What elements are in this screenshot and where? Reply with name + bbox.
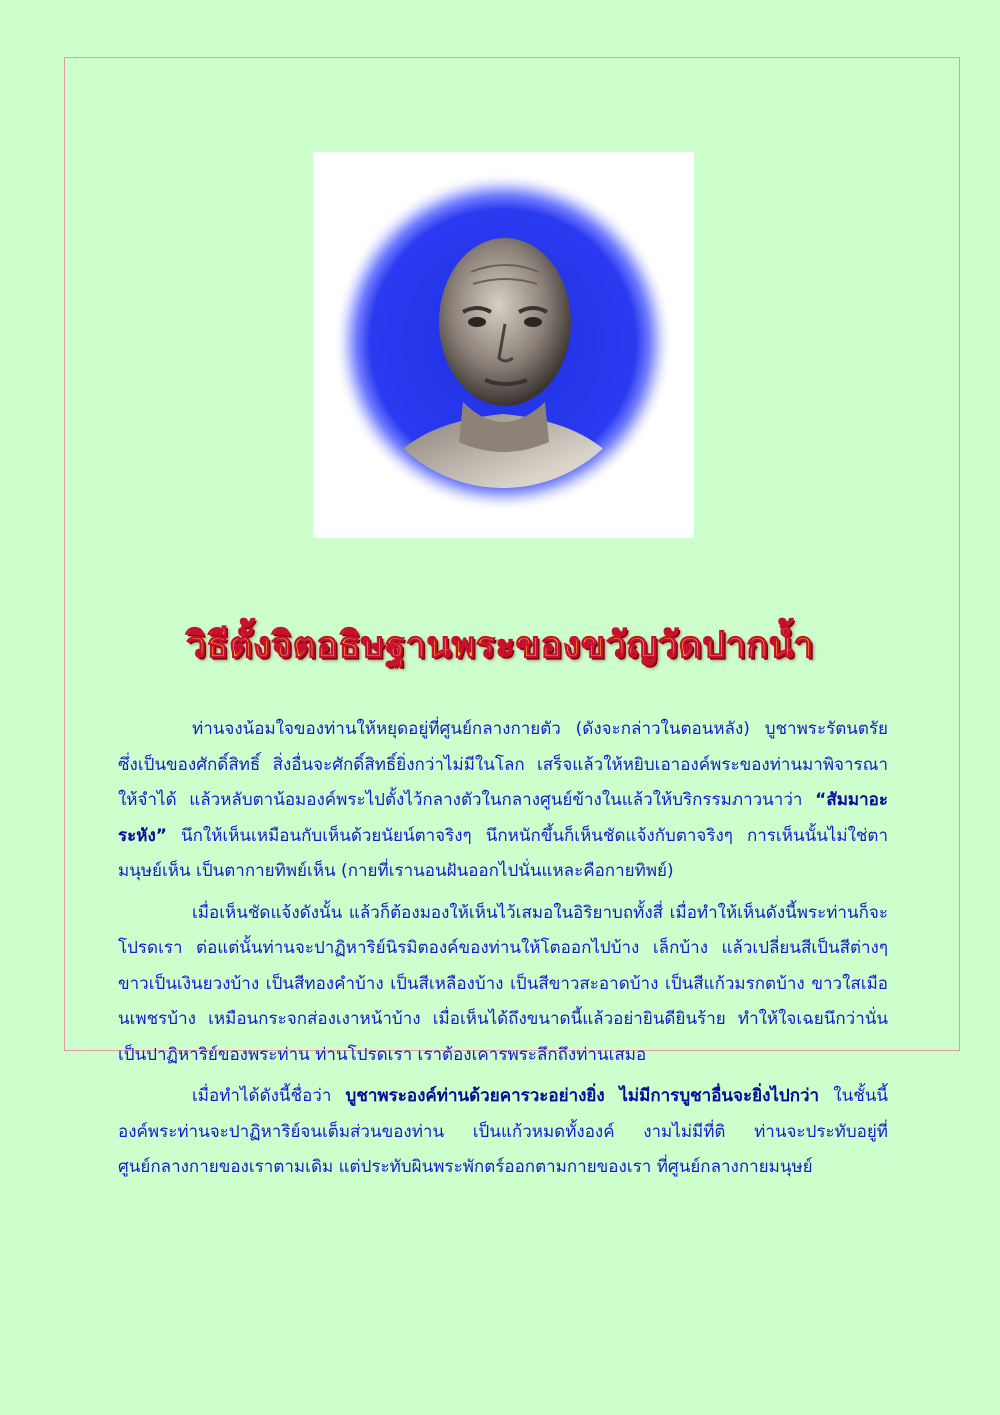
paragraph-1-mantra: “สัมมาอะระหัง” — [118, 790, 888, 846]
paragraph-3-emphasis: บูชาพระองค์ท่านด้วยคารวะอย่างยิ่ง ไม่มีการบูชาอื่นจะยิ่งไปกว่า — [345, 1086, 820, 1106]
paragraph-1 — [118, 712, 888, 890]
paragraph-2: เมื่อเห็นชัดแจ้งดังนั้น แล้วก็ต้องมองให้เห็นไว้เสมอในอิริยาบถทั้งสี่ เมื่อทำให้เห็นดังนี้พระท่านก็จะโปรดเรา ต่อแต่นั้นท่านจะปาฏิหาริย์นิรมิตองค์ของท่านให้โตออกไปบ้าง เล็กบ้าง แล้วเปลี่ยนสีเป็นสีต่างๆ ขาวเป็นเงินยวงบ้าง เป็นสีทองคำบ้าง เป็นสีเหลืองบ้าง เป็นสีขาวสะอาดบ้าง เป็นสีแก้วมรกตบ้าง ขาวใสเมือนเพชรบ้าง เหมือนกระจกส่องเงาหน้าบ้าง เมื่อเห็นได้ถึงขนาดนี้แล้วอย่ายินดียินร้าย ทำให้ใจเฉยนึกว่านั่นเป็นปาฏิหาริย์ของพระท่าน ท่านโปรดเรา เราต้องเคารพระลึกถึงท่านเสมอ — [118, 902, 888, 1065]
paragraph-3 — [118, 1079, 888, 1186]
portrait-halo-graphic — [313, 152, 694, 538]
body-text — [118, 712, 888, 1192]
portrait-image — [313, 152, 694, 538]
paragraph-3-text-b: ในชั้นนี้องค์พระท่านจะปาฏิหาริย์จนเต็มส่วนของท่าน เป็นแก้วหมดทั้งองค์ งามไม่มีที่ติ ท่านจะประทับอยู่ที่ศูนย์กลางกายของเราตามเดิม แต่ประทับผินพระพักตร์ออกตามกายของเรา ที่ศูนย์กลางกายมนุษย์ — [118, 1086, 888, 1177]
paragraph-1-text-b: นึกให้เห็นเหมือนกับเห็นด้วยนัยน์ตาจริงๆ นึกหนักขึ้นก็เห็นชัดแจ้งกับตาจริงๆ การเห็นนั้นไม่ใช่ตามนุษย์เห็น เป็นตากายทิพย์เห็น (กายที่เรานอนฝันออกไปนั่นแหละคือกายทิพย์) — [118, 825, 888, 881]
paragraph-1-text-a: ท่านจงน้อมใจของท่านให้หยุดอยู่ที่ศูนย์กลางกายตัว (ดังจะกล่าวในตอนหลัง) บูชาพระรัตนตรัย ซึ่งเป็นของศักดิ์สิทธิ์ สิ่งอื่นจะศักดิ์สิทธิ์ยิ่งกว่าไม่มีในโลก เสร็จแล้วให้หยิบเอาองค์พระของท่านมาพิจารณาให้จำได้ แล้วหลับตาน้อมองค์พระไปตั้งไว้กลางตัวในกลางศูนย์ข้างในแล้วให้บริกรรมภาวนาว่า — [118, 719, 888, 810]
paragraph-3-text-a: เมื่อทำได้ดังนี้ชื่อว่า — [192, 1086, 346, 1106]
page-title: วิธีตั้งจิตอธิษฐานพระของขวัญวัดปากน้ำ — [185, 625, 815, 666]
